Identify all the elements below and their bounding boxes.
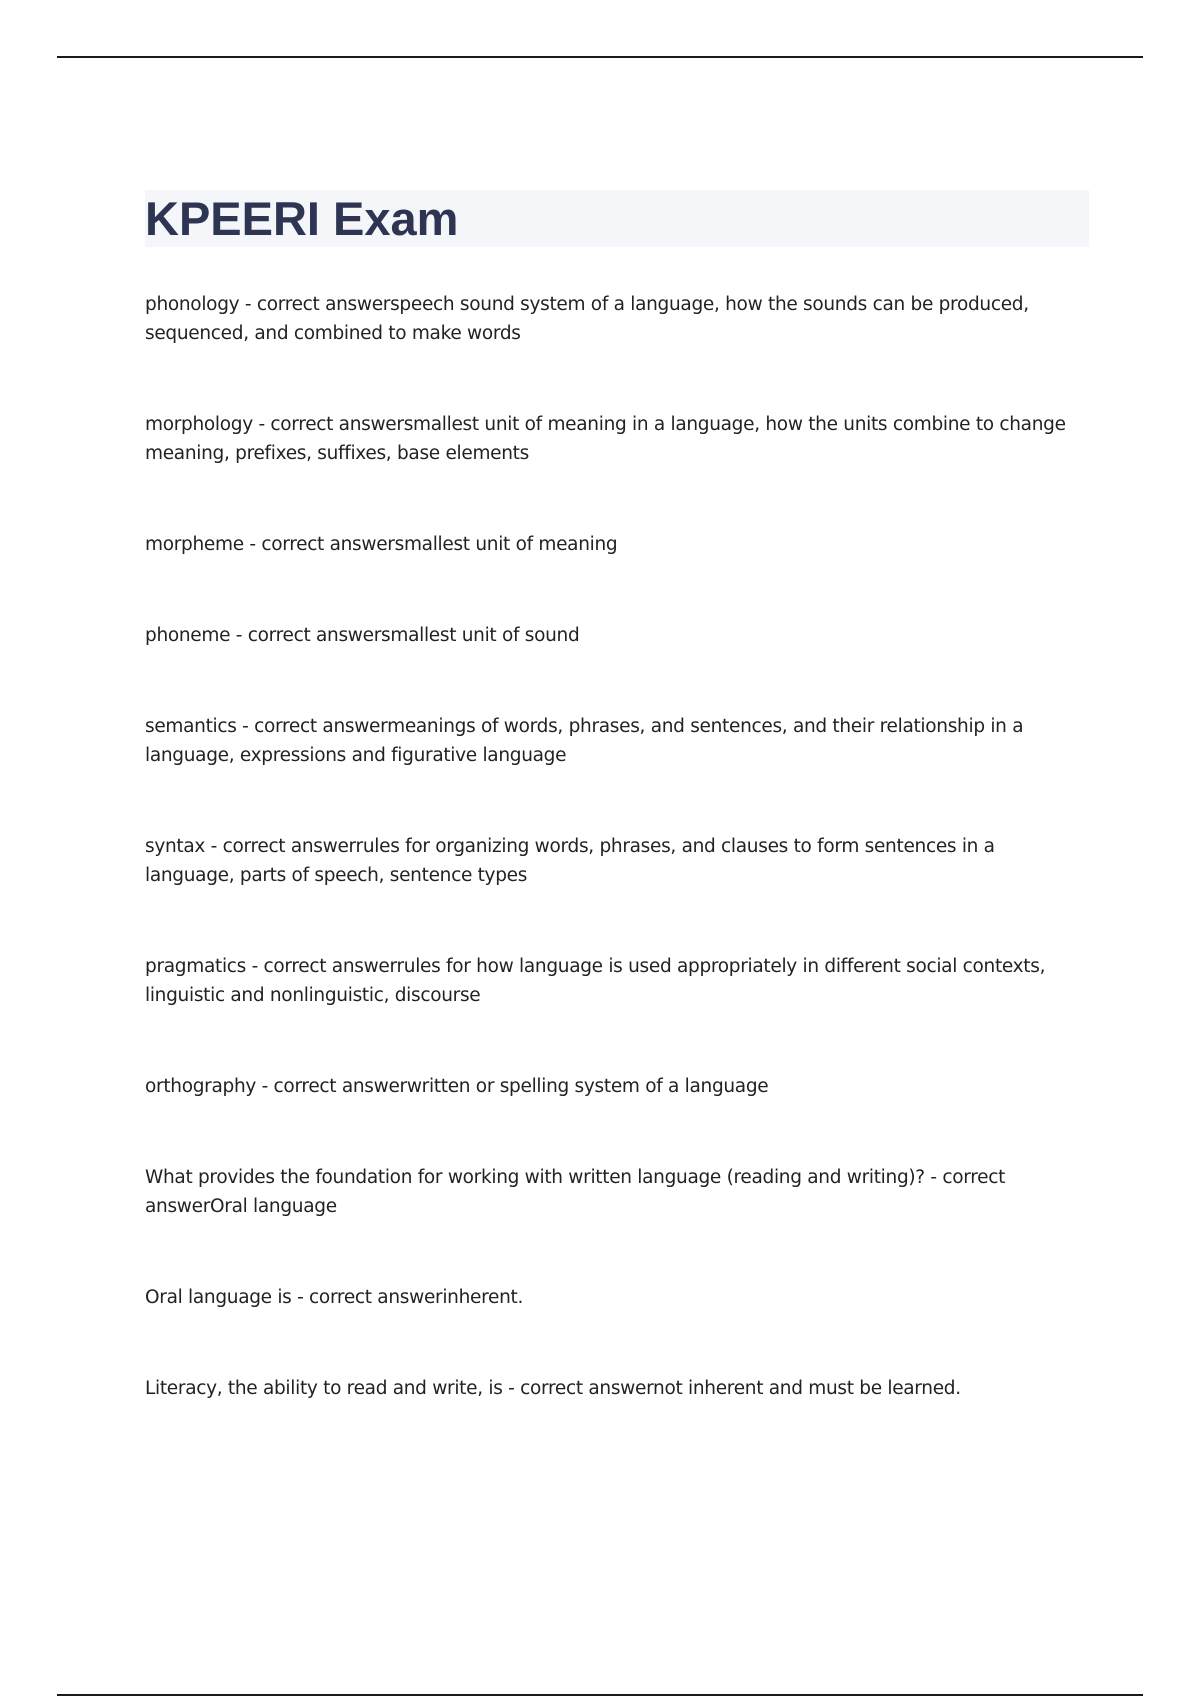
qa-item-morphology: morphology - correct answersmallest unit of meaning in a language, how the units combine to change meaning, prefixes, suffixes, base elements (145, 414, 1066, 464)
qa-item-phonology: phonology - correct answerspeech sound system of a language, how the sounds can be produced, sequenced, and combined to make words (145, 294, 1029, 344)
qa-item-syntax: syntax - correct answerrules for organizing words, phrases, and clauses to form sentences in a language, parts of speech, sentence types (145, 836, 995, 886)
title-banner (145, 190, 1089, 247)
footer-rule (57, 1694, 1143, 1696)
qa-list (145, 290, 1089, 1465)
qa-item-phoneme: phoneme - correct answersmallest unit of sound (145, 625, 580, 646)
qa-item-orthography: orthography - correct answerwritten or spelling system of a language (145, 1076, 769, 1097)
header-rule (57, 56, 1143, 58)
qa-item-oral-language-inherent: Oral language is - correct answerinherent. (145, 1287, 524, 1308)
qa-item-morpheme: morpheme - correct answersmallest unit of meaning (145, 534, 618, 555)
qa-item-oral-language-foundation: What provides the foundation for working with written language (reading and writing)? - correct answerOral language (145, 1167, 1006, 1217)
qa-item-semantics: semantics - correct answermeanings of words, phrases, and sentences, and their relationship in a language, expressions and figurative language (145, 716, 1024, 766)
document-title: KPEERI Exam (145, 192, 459, 245)
qa-item-literacy: Literacy, the ability to read and write, is - correct answernot inherent and must be learned. (145, 1378, 961, 1399)
qa-item-pragmatics: pragmatics - correct answerrules for how language is used appropriately in different social contexts, linguistic and nonlinguistic, discourse (145, 956, 1046, 1006)
